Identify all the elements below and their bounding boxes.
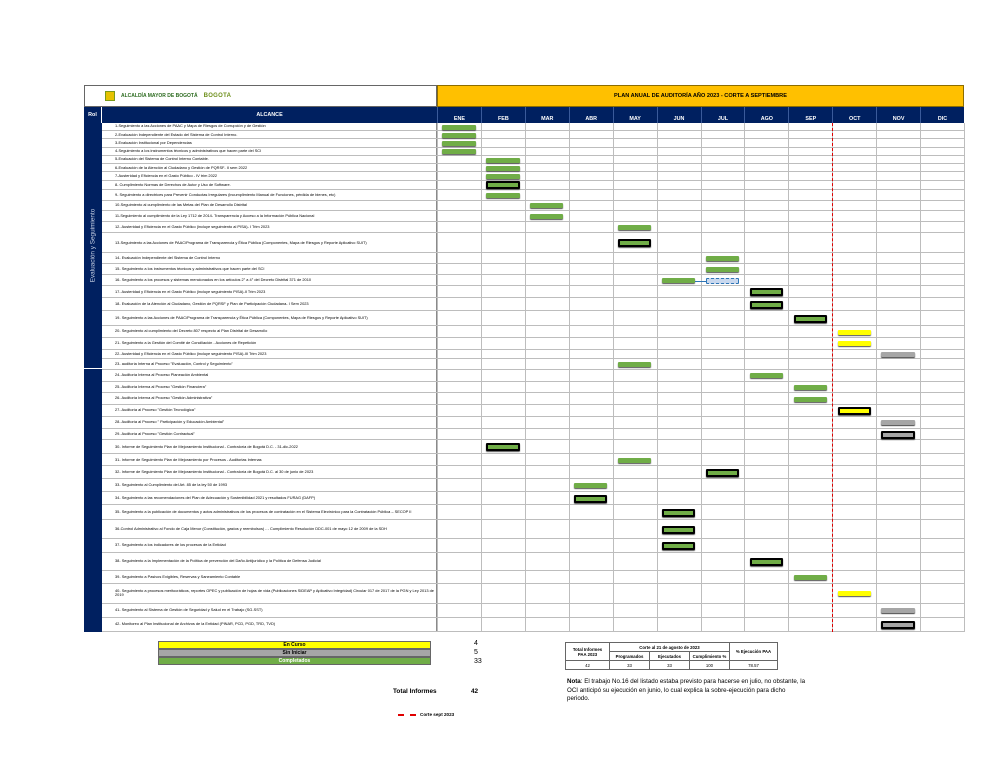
summary-header-pct: % Ejecución PAA	[730, 643, 778, 661]
gantt-bar-done-out	[794, 315, 827, 323]
activity-label: 39- Seguimiento a Pasivos Exigibles, Reservas y Saneamiento Contable	[102, 571, 437, 583]
activity-label: 14- Evaluación Independiente del Sistema de Control Interno	[102, 253, 437, 263]
gantt-bar-done	[530, 214, 563, 219]
gantt-bar-done-out	[486, 443, 519, 451]
gantt-bar-notstarted	[881, 420, 914, 425]
activity-label: 10-Seguimiento al cumplimiento de las Metas del Plan de Desarrollo Distrital	[102, 201, 437, 211]
total-count: 42	[471, 688, 479, 695]
gantt-bar-done-out	[618, 239, 651, 247]
table-row	[102, 417, 964, 429]
table-row	[102, 264, 964, 275]
table-row	[102, 164, 964, 172]
activity-label: 3-Evaluación Institucional por Dependencias	[102, 139, 437, 146]
table-row	[102, 181, 964, 190]
activity-label: 9- Seguimiento a directrices para Prevenir Conductas Irregulares (incumplimiento Manual de Funciones, pérdida de bienes, etc)	[102, 190, 437, 200]
month-gridline	[437, 123, 438, 632]
table-row	[102, 253, 964, 264]
table-row	[102, 382, 964, 394]
activity-label: 33- Seguimiento al Cumplimiento del Art. 85 de la ley 50 de 1993	[102, 479, 437, 491]
table-row	[102, 553, 964, 571]
table-row	[102, 326, 964, 338]
gantt-bar-notstarted	[881, 352, 914, 357]
month-header-feb: FEB	[481, 107, 525, 123]
activity-label: 31- Informe de Seguimiento Plan de Mejoramiento por Procesos - Auditorias Internas	[102, 454, 437, 465]
table-row	[102, 492, 964, 505]
month-header-abr: ABR	[569, 107, 613, 123]
activity-label: 25- Auditoría Interna al Proceso "Gestión Financiera"	[102, 382, 437, 393]
summary-header-total: Total Informes PAA 2023	[566, 643, 610, 661]
gantt-bar-notstarted-out	[881, 431, 914, 439]
table-row	[102, 275, 964, 287]
table-row	[102, 618, 964, 632]
gantt-bar-done	[442, 133, 475, 138]
month-gridline	[744, 123, 745, 632]
activity-label: 5-Evaluación del Sistema de Control Interno Contable.	[102, 156, 437, 163]
table-row	[102, 350, 964, 359]
month-header-may: MAY	[613, 107, 657, 123]
table-row	[102, 479, 964, 492]
month-gridline	[876, 123, 877, 632]
cutoff-line	[832, 123, 833, 632]
role-label: Evaluación y Seguimiento	[89, 208, 97, 283]
gantt-bar-done	[442, 125, 475, 130]
table-row	[102, 359, 964, 370]
gantt-bar-done	[706, 267, 739, 272]
summary-value-total: 42	[566, 661, 610, 670]
table-row	[102, 131, 964, 139]
table-row	[102, 429, 964, 441]
table-row	[102, 148, 964, 156]
table-row	[102, 311, 964, 326]
red-dash-icon	[398, 714, 416, 716]
gantt-bar-notstarted-out	[881, 621, 914, 629]
gantt-bar-done-out	[750, 558, 783, 566]
summary-value-programados: 33	[610, 661, 650, 670]
gantt-bar-done	[486, 193, 519, 198]
month-gridline	[964, 123, 965, 632]
gantt-bar-done	[618, 362, 651, 367]
activity-label: 38- Seguimiento a la Implementación de la Política de prevención del Daño Antijurídico y la Política de Defensa Judicial	[102, 553, 437, 570]
activity-label: 42- Monitoreo al Plan Institucional de Archivos de la Entidad (PINAR, PCD, PGD, TRD, TVD)	[102, 618, 437, 631]
cutoff-legend-label: Corte sept 2023	[420, 712, 455, 717]
table-row	[102, 233, 964, 253]
note-text: : El trabajo No.16 del listado estaba previsto para hacerse en julio, no obstante, la OCI anticipó su ejecución en junio, lo cual explica la sobre-ejecución para dicho periodo.	[567, 678, 806, 703]
table-row	[102, 298, 964, 311]
table-row	[102, 123, 964, 131]
plan-title: PLAN ANUAL DE AUDITORÍA AÑO 2023 - CORTE A SEPTIEMBRE	[437, 85, 964, 107]
table-row	[102, 520, 964, 539]
col-header-alcance: ALCANCE	[256, 112, 283, 118]
activity-label: 16- Seguimiento a los procesos y sistemas mencionados en los artículos 2° a 4° del Decreto Distrital 371 de 2010	[102, 275, 437, 286]
summary-table	[565, 642, 778, 670]
table-row	[102, 505, 964, 520]
gantt-bar-done	[530, 203, 563, 208]
gantt-bar-done	[794, 575, 827, 580]
table-row	[102, 190, 964, 201]
table-row	[102, 370, 964, 382]
table-row	[102, 338, 964, 350]
role-column	[84, 123, 102, 632]
gantt-bar-ongoing	[838, 341, 871, 346]
role-cell-evaluacion	[84, 123, 102, 369]
gantt-bar-done	[486, 158, 519, 163]
activity-label: 40- Seguimiento a procesos meritocráticos, reportes OPEC y publicación de hojas de vida (Publicaciones SIDEAP y Aplicativo Integridad) Circular 017 de 2017 de la PGN y Ley 2013 de 2019	[102, 584, 437, 603]
activity-label: 37- Seguimiento a los indicadores de los procesos de la Entidad	[102, 539, 437, 552]
table-row	[102, 156, 964, 164]
reschedule-arrow-icon	[695, 281, 706, 282]
legend-ongoing: En Curso	[158, 641, 431, 649]
gantt-bar-done-out	[662, 509, 695, 517]
gantt-bar-done-out	[574, 495, 607, 503]
gantt-bar-ongoing-out	[838, 407, 871, 415]
month-gridline	[613, 123, 614, 632]
bogota-shield-icon	[105, 91, 115, 101]
activity-label: 35- Seguimiento a la publicación de documentos y actos administrativos de los procesos de contratación en el Sistema Electrónico para la Contratación Pública – SECOP II	[102, 505, 437, 519]
activity-label: 26- Auditoría Interna al Proceso "Gestión Administrativa"	[102, 393, 437, 404]
month-header-mar: MAR	[525, 107, 569, 123]
gantt-bar-done	[794, 397, 827, 402]
activity-label: 12- Austeridad y Eficiencia en el Gasto Público (incluye seguimiento al PISA)- I Trim 2023	[102, 222, 437, 233]
activity-label: 18- Evaluación de la Atención al Ciudadano, Gestión de PQRSF y Plan de Participación Ciudadana- I Sem 2023	[102, 298, 437, 310]
table-row	[102, 405, 964, 417]
activity-label: 24- Auditoría Interna al Proceso Planeación Ambiental	[102, 370, 437, 381]
month-gridline	[788, 123, 789, 632]
month-header-dic: DIC	[920, 107, 964, 123]
gantt-bar-done	[662, 278, 695, 283]
activity-label: 13-Seguimiento a las Acciones de PAAC/Programa de Transparencia y Ética Pública (Componentes, Mapa de Riesgos y Reporte Aplicativo SUIT)	[102, 233, 437, 252]
table-row	[102, 393, 964, 405]
table-row	[102, 571, 964, 584]
month-gridline	[481, 123, 482, 632]
activity-label: 23- auditoría Interna al Proceso "Evaluación, Control y Seguimiento"	[102, 359, 437, 369]
legend-completed: Completados	[158, 657, 431, 665]
summary-header-corte: Corte al 21 de agosto de 2023	[610, 643, 730, 652]
activity-label: 17- Austeridad y Eficiencia en el Gasto Público (incluye seguimiento PISA)-II Trim 2023	[102, 286, 437, 297]
activity-label: 28- Auditoría al Proceso " Participación y Educación Ambiental"	[102, 417, 437, 428]
month-gridline	[569, 123, 570, 632]
summary-value-pct: 78.57	[730, 661, 778, 670]
month-header-nov: NOV	[876, 107, 920, 123]
activity-label: 34- Seguimiento a las recomendaciones del Plan de Adecuación y Sostenibilidad 2021 y resultados FURAG (DAFP)	[102, 492, 437, 504]
activity-label: 19- Seguimiento a las Acciones de PAAC/Programa de Transparencia y Ética Pública (Componentes, Mapa de Riesgos y Reporte Aplicativo SUIT)	[102, 311, 437, 325]
activity-label: 32- Informe de Seguimiento Plan de Mejoramiento Institucional - Contraloría de Bogotá D.C. al 30 de junio de 2023	[102, 466, 437, 478]
activity-label: 27- Auditoría al Proceso "Gestión Tecnológica"	[102, 405, 437, 416]
activity-label: 8- Cumplimiento Normas de Derechos de Autor y Uso de Software.	[102, 181, 437, 189]
month-gridline	[657, 123, 658, 632]
gantt-bar-planned	[706, 278, 739, 284]
audit-plan-sheet	[84, 85, 964, 632]
gantt-bar-done	[794, 385, 827, 390]
month-gridline	[525, 123, 526, 632]
month-gridline	[920, 123, 921, 632]
table-row	[102, 139, 964, 147]
activity-label: 41- Seguimiento al Sistema de Gestión de Seguridad y Salud en el Trabajo (SG-SST)	[102, 604, 437, 617]
logo-text-alcaldia: ALCALDÍA MAYOR DE BOGOTÁ	[121, 93, 198, 99]
gantt-bar-ongoing	[838, 330, 871, 335]
gantt-bar-done	[442, 149, 475, 154]
legend-ongoing-count: 4	[474, 640, 478, 647]
col-header-rol: Rol	[84, 107, 102, 123]
activity-label: 15- Seguimiento a los instrumentos técnicos y administrativos que hacen parte del SCI	[102, 264, 437, 274]
gantt-bar-ongoing	[838, 591, 871, 596]
month-header-ago: AGO	[744, 107, 788, 123]
month-header-sep: SEP	[788, 107, 832, 123]
gantt-bar-done	[486, 166, 519, 171]
summary-header-ejecutados: Ejecutados	[650, 652, 690, 661]
gantt-bar-done-out	[750, 301, 783, 309]
table-row	[102, 286, 964, 298]
gantt-bar-done	[706, 256, 739, 261]
activity-label: 1-Seguimiento a las Acciones de PAAC y Mapa de Riesgos de Corrupción y de Gestión	[102, 123, 437, 130]
gantt-bar-done-out	[662, 526, 695, 534]
gantt-bar-done-out	[662, 542, 695, 550]
legend-not-started: Sin Iniciar	[158, 649, 431, 657]
month-header-jun: JUN	[657, 107, 701, 123]
month-header-ene: ENE	[437, 107, 481, 123]
activity-label: 20- Seguimiento al cumplimiento del Decreto 807 respecto al Plan Distrital de Desarrollo	[102, 326, 437, 337]
table-row	[102, 454, 964, 466]
table-row	[102, 584, 964, 604]
table-row	[102, 466, 964, 479]
summary-value-ejecutados: 33	[650, 661, 690, 670]
gantt-bar-done-out	[750, 288, 783, 296]
table-row	[102, 440, 964, 454]
activity-label: 22- Austeridad y Eficiencia en el Gasto Público (incluye seguimiento PISA)-III Trim 2023	[102, 350, 437, 358]
gantt-bar-done	[486, 174, 519, 179]
cutoff-legend	[398, 712, 454, 717]
gantt-bar-done	[750, 373, 783, 378]
table-row	[102, 222, 964, 234]
activity-label: 21- Seguimiento a la Gestión del Comité de Conciliación - Acciones de Repetición	[102, 338, 437, 349]
summary-header-cumplimiento: Cumplimiento %	[690, 652, 730, 661]
summary-value-cumplimiento: 100	[690, 661, 730, 670]
gantt-bar-notstarted	[881, 608, 914, 613]
gantt-bar-done-out	[706, 469, 739, 477]
activity-label: 11-Seguimiento al cumplimiento de la Ley 1712 de 2014- Transparencia y Acceso a la Información Pública Nacional	[102, 211, 437, 221]
logo-text-bogota: BOGOTA	[203, 93, 232, 99]
month-gridline	[701, 123, 702, 632]
column-header-row	[84, 107, 964, 123]
table-row	[102, 604, 964, 618]
gantt-bar-done-out	[486, 181, 519, 189]
legend	[158, 641, 431, 665]
total-label: Total Informes	[393, 688, 437, 695]
activity-label: 2-Evaluación Independiente del Estado del Sistema de Control Interno.	[102, 131, 437, 138]
table-row	[102, 172, 964, 180]
activity-label: 30- Informe de Seguimiento Plan de Mejoramiento Institucional - Contraloría de Bogotá D.C. - 31-dic-2022	[102, 440, 437, 453]
activity-label: 36-Control Administrativo al Fondo de Caja Menor (Constitución, gastos y reembolsos) - - Cumplimiento Resolución DDC-001 de mayo 12 de 2009 de la SDH	[102, 520, 437, 538]
activity-label: 7-Austeridad y Eficiencia en el Gasto Público - IV trim 2022	[102, 172, 437, 179]
gantt-bar-done	[574, 483, 607, 488]
note-bold: Nota	[567, 678, 581, 685]
gantt-bar-done	[618, 225, 651, 230]
month-header-oct: OCT	[832, 107, 876, 123]
legend-not-started-count: 5	[474, 649, 478, 656]
gantt-bar-done	[618, 458, 651, 463]
header-logo-cell	[84, 85, 437, 107]
activity-label: 29- Auditoría al Proceso "Gestión Contractual"	[102, 429, 437, 440]
month-header-jul: JUL	[701, 107, 745, 123]
summary-header-programados: Programados	[610, 652, 650, 661]
activity-label: 6-Evaluación de la Atención al Ciudadano y Gestión de PQRSF- II sem 2022	[102, 164, 437, 171]
note	[567, 678, 807, 704]
activity-label: 4-Seguimiento a los instrumentos técnicos y administrativos que hacen parte del SCI	[102, 148, 437, 155]
gantt-bar-done	[442, 141, 475, 146]
legend-completed-count: 33	[474, 658, 482, 665]
table-row	[102, 539, 964, 553]
